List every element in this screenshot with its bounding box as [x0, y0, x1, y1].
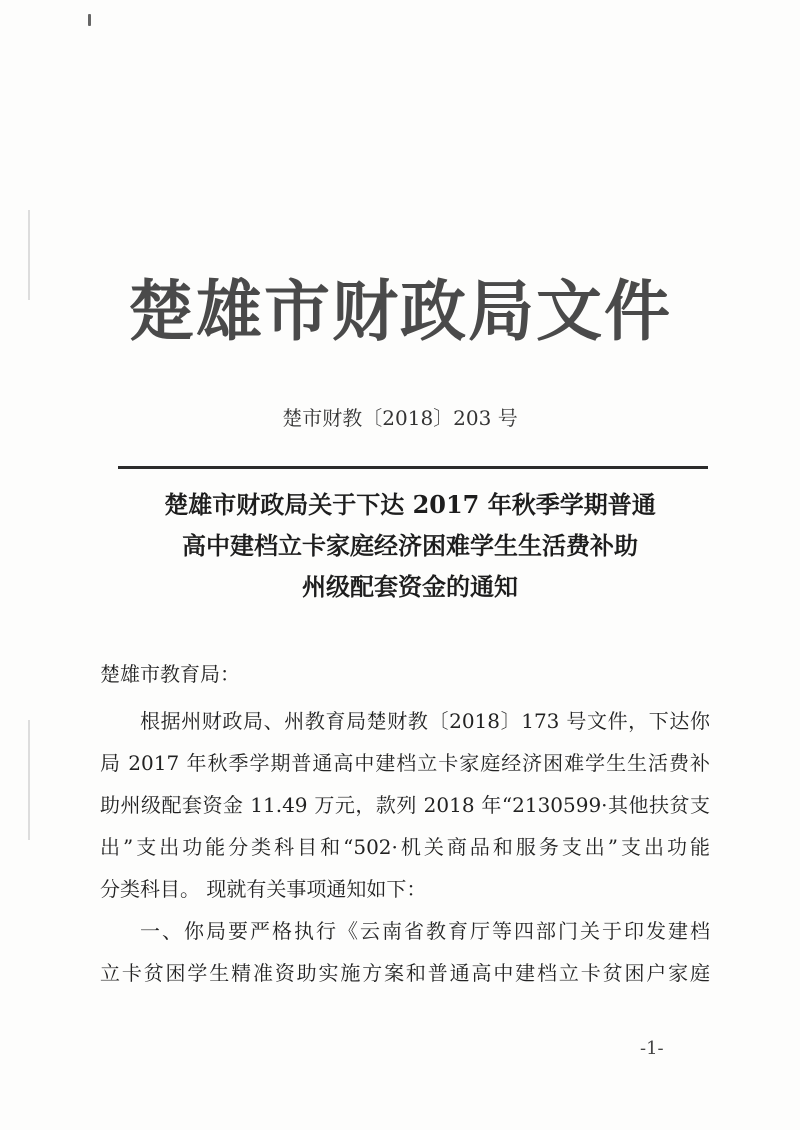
notice-title-line: 楚雄市财政局关于下达 2017 年秋季学期普通 — [164, 490, 656, 519]
notice-title-line: 高中建档立卡家庭经济困难学生生活费补助 — [182, 531, 638, 560]
body-paragraph-1 — [100, 700, 710, 910]
paragraph-line: 局 2017 年秋季学期普通高中建档立卡家庭经济困难学生生活费补 — [100, 751, 710, 775]
scan-edge-mark — [28, 720, 30, 840]
paragraph-line: 一、你局要严格执行《云南省教育厅等四部门关于印发建档 — [140, 919, 710, 943]
document-number: 楚市财教〔2018〕203 号 — [282, 406, 518, 430]
paragraph-line: 根据州财政局、州教育局楚财教〔2018〕173 号文件，下达你 — [140, 709, 710, 733]
document-header-title: 楚雄市财政局文件 — [128, 273, 672, 350]
notice-title — [100, 484, 720, 607]
page-number: -1- — [640, 1038, 664, 1059]
addressee: 楚雄市教育局： — [100, 662, 240, 686]
body-paragraph-2 — [100, 910, 710, 994]
paragraph-line: 助州级配套资金 11.49 万元，款列 2018 年“2130599·其他扶贫支 — [100, 793, 710, 817]
paragraph-line: 立卡贫困学生精准资助实施方案和普通高中建档立卡贫困户家庭 — [100, 961, 710, 985]
paragraph-line: 分类科目。 现就有关事项通知如下： — [100, 877, 427, 901]
scan-mark — [88, 14, 91, 26]
header-separator-line — [118, 466, 708, 469]
notice-title-line: 州级配套资金的通知 — [302, 572, 518, 601]
paragraph-line: 出”支出功能分类科目和“502·机关商品和服务支出”支出功能 — [100, 835, 710, 859]
